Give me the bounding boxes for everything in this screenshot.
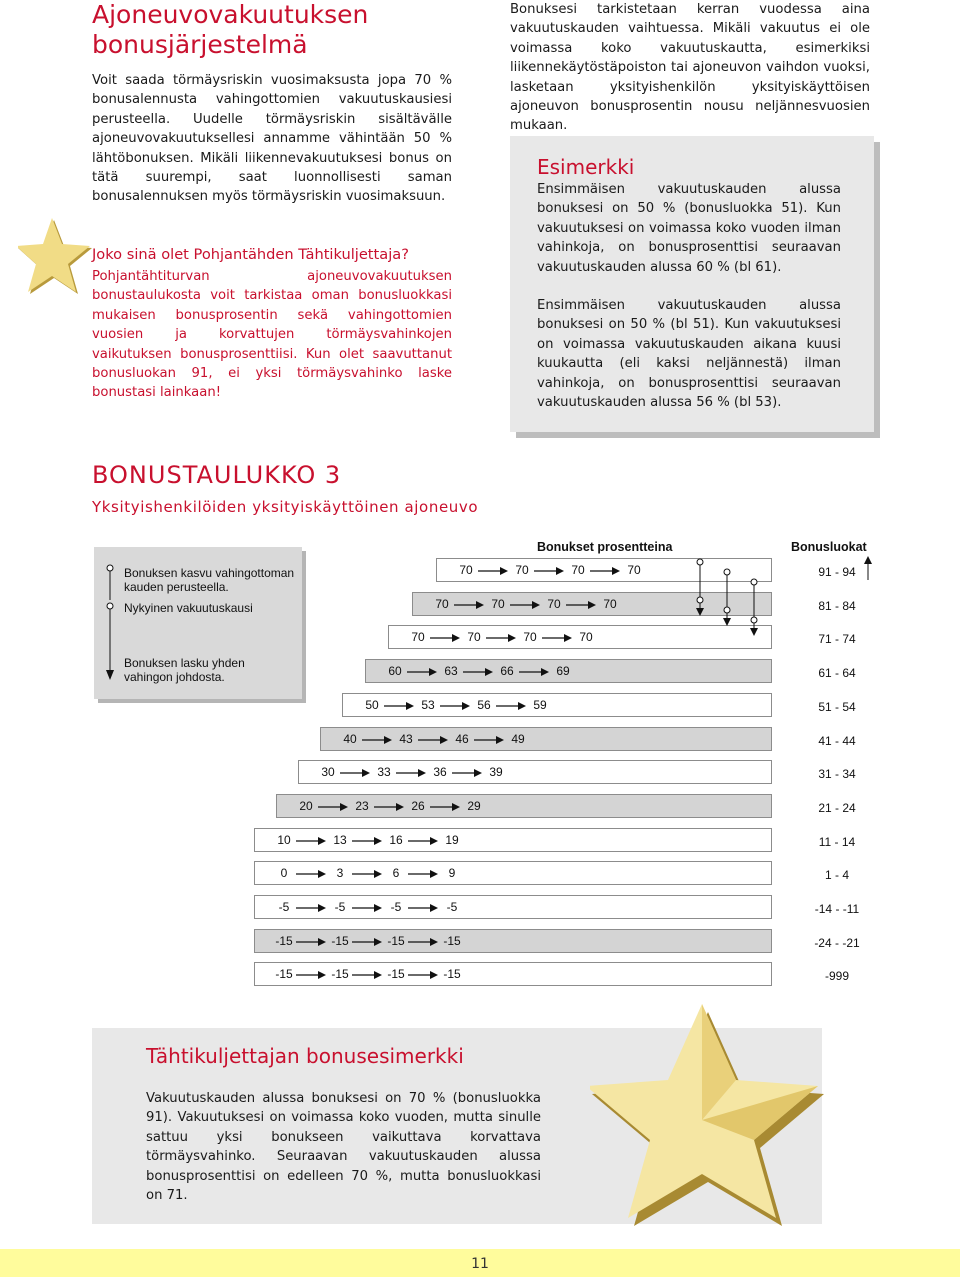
bonus-value: 40 (343, 731, 357, 746)
bonus-value: 66 (500, 664, 514, 679)
header-class: Bonusluokat (791, 540, 867, 554)
bonus-class: 1 - 4 (824, 868, 849, 883)
bonus-value: 69 (556, 664, 570, 679)
bonus-value: -15 (387, 933, 405, 948)
bonus-class: 31 - 34 (818, 767, 856, 782)
bonus-value: 70 (627, 563, 641, 577)
tahtikuljettaja-heading: Joko sinä olet Pohjantähden Tähtikuljettaja? (92, 246, 409, 263)
bonus-value: 0 (280, 866, 288, 881)
header-percent: Bonukset prosentteina (537, 540, 673, 554)
bonus-value: 70 (579, 630, 593, 645)
bonus-value: 26 (411, 798, 425, 813)
bonus-value: 60 (388, 664, 402, 679)
legend-current: Nykyinen vakuutuskausi (124, 601, 253, 615)
intro-paragraph: Voit saada törmäysriskin vuosimaksusta jopa 70 % bonusalennusta vahingottomien vakuutuskausiesi perusteella. Uudelle törmäysriskin sisältävälle ajoneuvovakuutuksellesi annamme vähintään 50 % lähtöbonuksen. Mikäli liikennevakuutuksesi bonus on tätä suurempi, saat luonnollisesti saman bonusalennuksen myös törmäysriskin vuosimaksuun. (92, 73, 452, 205)
bonus-value: 36 (433, 765, 447, 780)
bonus-value: 3 (336, 866, 344, 881)
bonus-class: -999 (824, 969, 850, 984)
table-subtitle: Yksityishenkilöiden yksityiskäyttöinen ajoneuvo (92, 498, 479, 516)
bonus-value: 70 (411, 630, 425, 645)
bonus-value: 70 (547, 596, 561, 611)
bonus-class: 71 - 74 (818, 632, 856, 647)
bonus-class: 11 - 14 (818, 834, 856, 849)
example-1: Ensimmäisen vakuutuskauden alussa bonuksesi on 50 % (bonusluokka 51). Kun vakuutuksesi on voimassa koko vuoden ilman vahinkoja, on bonusprosenttisi seuraavan vakuutuskauden alussa 60 % (bl 61). (537, 182, 841, 275)
bonus-class: 91 - 94 (818, 565, 856, 579)
bonus-value: 10 (277, 832, 291, 847)
bonus-value: 6 (392, 866, 400, 881)
bonus-value: 39 (489, 765, 503, 780)
bonus-value: 49 (511, 731, 525, 746)
bonus-value: -5 (390, 900, 402, 914)
bonus-value: -5 (334, 900, 346, 914)
bonus-value: 29 (467, 798, 481, 813)
legend-up: Bonuksen kasvu vahingottoman kauden perusteella. (124, 566, 295, 594)
bonus-value: 16 (389, 832, 403, 847)
bonus-value: -15 (443, 967, 461, 982)
bonus-class: -14 - -11 (814, 902, 860, 916)
bonus-value: 9 (448, 866, 456, 881)
bonus-value: 70 (435, 596, 449, 611)
bonus-table-paragraph: Pohjantähtiturvan ajoneuvovakuutuksen bonustaulukosta voit tarkistaa oman bonusluokkasi mukaisen bonusprosentin sekä vahingottomien vuosien ja korvattujen törmäysvahinkojen vaikutuksen bonusprosenttiisi. Kun olet saavuttanut bonusluokan 91, ei yksi törmäysvahinko laske bonustasi lainkaan! (92, 269, 452, 401)
bonus-value: 43 (399, 731, 413, 746)
bonus-value: -15 (443, 933, 461, 948)
legend-down: Bonuksen lasku yhden vahingon johdosta. (124, 656, 245, 684)
big-star-icon (590, 1000, 840, 1230)
bonus-value: 33 (377, 765, 391, 780)
bonus-value: 13 (333, 832, 347, 847)
bonus-value: 70 (571, 563, 585, 577)
bonus-value: -15 (387, 967, 405, 982)
bonus-value: 63 (444, 664, 458, 679)
bonus-value: 30 (321, 765, 335, 780)
bonus-value: -15 (275, 933, 293, 948)
bonus-value: 70 (523, 630, 537, 645)
bonus-value: -15 (331, 933, 349, 948)
bonus-value: 23 (355, 798, 369, 813)
bonus-value: 50 (365, 697, 379, 712)
bonus-value: 46 (455, 731, 469, 746)
bonus-value: 70 (603, 596, 617, 611)
bonus-value: 20 (299, 798, 313, 813)
bonus-value: -15 (275, 967, 293, 982)
bonus-value: 70 (491, 596, 505, 611)
star-example-title: Tähtikuljettajan bonusesimerkki (146, 1044, 464, 1068)
bonus-value: 70 (459, 563, 473, 577)
bonus-value: 70 (515, 563, 529, 577)
bonus-class: 61 - 64 (818, 666, 856, 681)
bonus-class: 21 - 24 (818, 800, 856, 815)
bonus-value: 53 (421, 697, 435, 712)
bonus-class: 81 - 84 (818, 598, 856, 613)
page-title: Ajoneuvovakuutuksen bonusjärjestelmä (92, 0, 369, 59)
examples-title: Esimerkki (537, 155, 635, 179)
review-paragraph: Bonuksesi tarkistetaan kerran vuodessa aina vakuutuskauden vaihtuessa. Mikäli vakuutus ei ole voimassa koko vakuutuskautta, esimerkiksi liikennekäytöstäpoiston tai ajoneuvon vaihdon vuoksi, lasketaan yksityishenkilön yksityiskäyttöisen ajoneuvon bonusprosentin nousu neljännesvuosien mukaan. (510, 2, 870, 134)
bonus-value: -5 (446, 900, 458, 914)
bonus-class: -24 - -21 (814, 935, 860, 950)
page-number: 11 (471, 1256, 489, 1272)
bonus-value: 56 (477, 697, 491, 712)
example-2: Ensimmäisen vakuutuskauden alussa bonuksesi on 50 % (bl 51). Kun vakuutuksesi on voimassa vakuutuskauden aikana kuusi kuukautta (eli kaksi neljännestä) ilman vahinkoja, on bonusprosenttisi seuraavan vakuutuskauden alussa 56 % (bl 53). (537, 298, 841, 411)
bonus-value: -5 (278, 900, 290, 914)
bonus-value: 59 (533, 697, 547, 712)
bonus-value: 19 (445, 832, 459, 847)
bonus-value: -15 (331, 967, 349, 982)
star-example-text: Vakuutuskauden alussa bonuksesi on 70 % (bonusluokka 91). Vakuutuksesi on voimassa koko vuoden, mutta sinulle sattuu yksi bonukseen vaikuttava korvattava törmäysvahinko. Seuraavan vakuutuskauden alussa bonusprosenttisi on edelleen 70 %, mutta bonusluokkasi on 71. (146, 1091, 541, 1204)
bonus-value: 70 (467, 630, 481, 645)
bonus-class: 51 - 54 (818, 699, 856, 714)
table-title: BONUSTAULUKKO 3 (92, 461, 342, 489)
bonus-class: 41 - 44 (818, 733, 856, 748)
